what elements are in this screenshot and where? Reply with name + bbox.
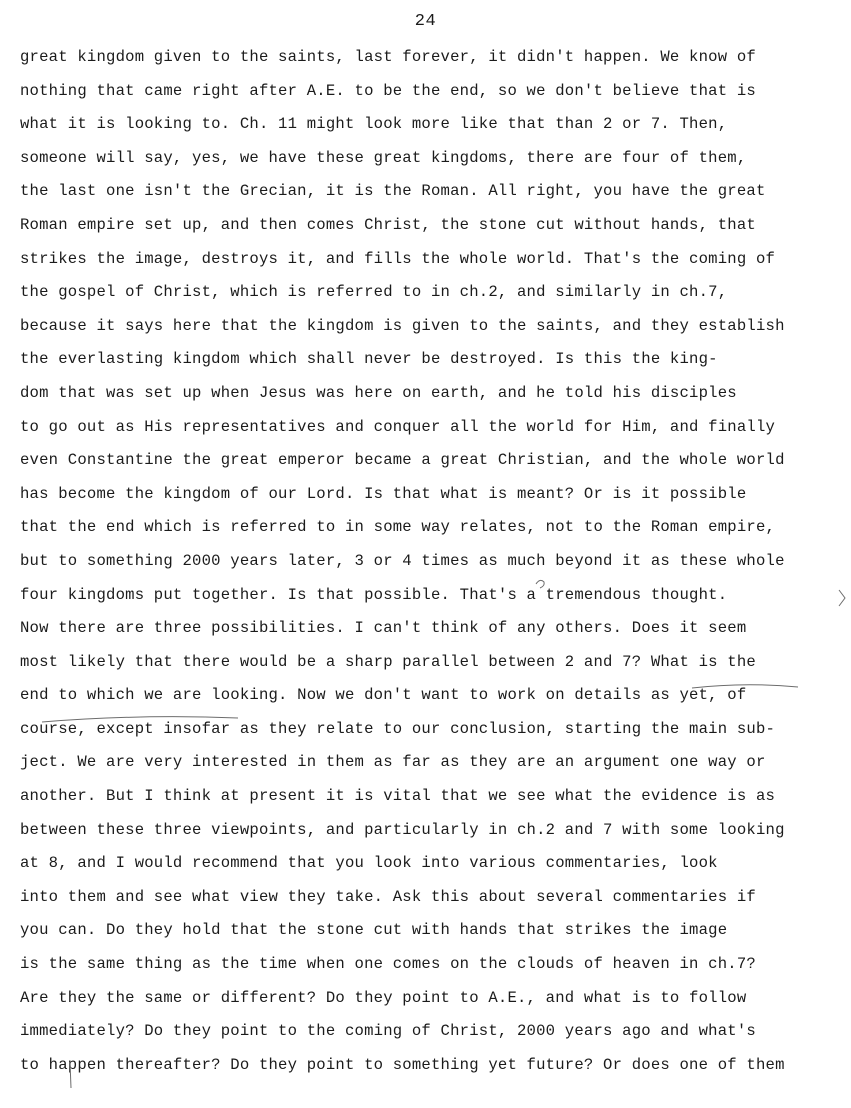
text-line: is the same thing as the time when one comes on the clouds of heaven in ch.7? xyxy=(20,955,756,974)
text-line: four kingdoms put together. Is that possible. That's a tremendous thought. xyxy=(20,585,728,604)
text-line: the last one isn't the Grecian, it is the Roman. All right, you have the great xyxy=(20,182,766,201)
text-line: to happen thereafter? Do they point to something yet future? Or does one of them xyxy=(20,1055,785,1074)
text-line: the gospel of Christ, which is referred to in ch.2, and similarly in ch.7, xyxy=(20,283,728,302)
text-line: strikes the image, destroys it, and fills the whole world. That's the coming of xyxy=(20,249,776,268)
page-number: 24 xyxy=(414,12,437,31)
text-line: most likely that there would be a sharp parallel between 2 and 7? What is the xyxy=(20,652,756,671)
text-line: Now there are three possibilities. I can't think of any others. Does it seem xyxy=(20,619,747,638)
text-line: another. But I think at present it is vital that we see what the evidence is as xyxy=(20,787,776,806)
text-line: the everlasting kingdom which shall never be destroyed. Is this the king- xyxy=(20,350,718,369)
text-line: into them and see what view they take. Ask this about several commentaries if xyxy=(20,887,756,906)
text-line: but to something 2000 years later, 3 or 4 times as much beyond it as these whole xyxy=(20,551,785,570)
text-line: Roman empire set up, and then comes Christ, the stone cut without hands, that xyxy=(20,215,756,234)
text-line: what it is looking to. Ch. 11 might look more like that than 2 or 7. Then, xyxy=(20,115,728,134)
body-text xyxy=(20,46,850,1087)
text-line: end to which we are looking. Now we don't want to work on details as yet, of xyxy=(20,686,747,705)
text-line: has become the kingdom of our Lord. Is that what is meant? Or is it possible xyxy=(20,484,747,503)
text-line: dom that was set up when Jesus was here on earth, and he told his disciples xyxy=(20,383,737,402)
text-line: to go out as His representatives and conquer all the world for Him, and finally xyxy=(20,417,776,436)
text-line: Are they the same or different? Do they point to A.E., and what is to follow xyxy=(20,988,747,1007)
text-line: ject. We are very interested in them as far as they are an argument one way or xyxy=(20,753,766,772)
text-line: between these three viewpoints, and particularly in ch.2 and 7 with some looking xyxy=(20,820,785,839)
text-line: nothing that came right after A.E. to be the end, so we don't believe that is xyxy=(20,81,756,100)
text-line: you can. Do they hold that the stone cut with hands that strikes the image xyxy=(20,921,728,940)
text-line: someone will say, yes, we have these great kingdoms, there are four of them, xyxy=(20,148,747,167)
text-line: great kingdom given to the saints, last forever, it didn't happen. We know of xyxy=(20,48,756,66)
text-line: because it says here that the kingdom is given to the saints, and they establish xyxy=(20,316,785,335)
text-line: at 8, and I would recommend that you look into various commentaries, look xyxy=(20,854,718,873)
text-line: immediately? Do they point to the coming of Christ, 2000 years ago and what's xyxy=(20,1022,756,1041)
text-line: even Constantine the great emperor became a great Christian, and the whole world xyxy=(20,451,785,470)
text-line: course, except insofar as they relate to our conclusion, starting the main sub- xyxy=(20,719,776,738)
text-line: that the end which is referred to in some way relates, not to the Roman empire, xyxy=(20,518,776,537)
